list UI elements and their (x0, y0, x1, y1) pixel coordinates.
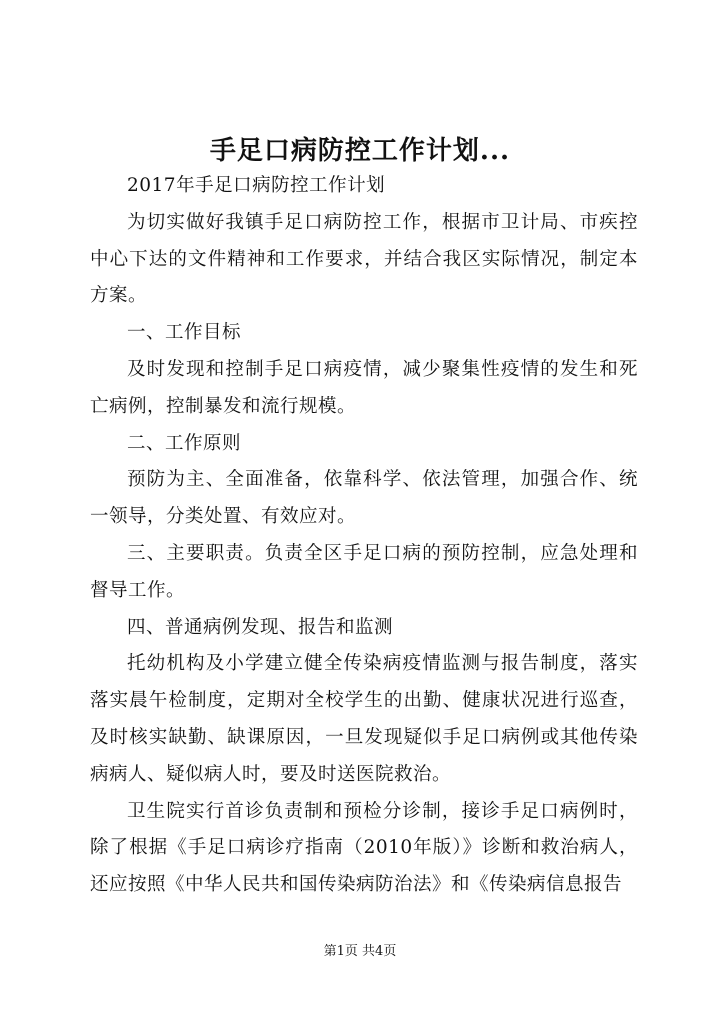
heading-principles: 二、工作原则 (127, 432, 242, 454)
paragraph-principles: 预防为主、全面准备，依靠科学、依法管理，加强合作、统一领导，分类处置、有效应对。 (90, 469, 638, 528)
document-title: 手足口病防控工作计划... (209, 136, 511, 166)
paragraph-subtitle: 2017年手足口病防控工作计划 (127, 175, 386, 196)
paragraph-schools: 托幼机构及小学建立健全传染病疫情监测与报告制度，落实落实晨午检制度，定期对全校学生的出勤、健康状况进行巡查，及时核实缺勤、缺课原因，一旦发现疑似手足口病例或其他传染病病人、疑似病人时，要及时送医院救治。 (90, 653, 638, 785)
paragraph-intro: 为切实做好我镇手足口病防控工作，根据市卫计局、市疾控中心下达的文件精神和工作要求，并结合我区实际情况，制定本方案。 (90, 211, 638, 307)
paragraph-goals: 及时发现和控制手足口病疫情，减少聚集性疫情的发生和死亡病例，控制暴发和流行规模。 (90, 358, 638, 417)
paragraph-clinic: 卫生院实行首诊负责制和预检分诊制，接诊手足口病例时，除了根据《手足口病诊疗指南（2010年版）》诊断和救治病人，还应按照《中华人民共和国传染病防治法》和《传染病信息报告 (90, 800, 638, 896)
document-body (90, 168, 638, 904)
heading-case-detection: 四、普通病例发现、报告和监测 (127, 616, 394, 638)
page-footer: 第1页 共4页 (323, 944, 397, 959)
paragraph-duties: 三、主要职责。负责全区手足口病的预防控制，应急处理和督导工作。 (90, 542, 638, 601)
heading-goals: 一、工作目标 (127, 322, 242, 344)
